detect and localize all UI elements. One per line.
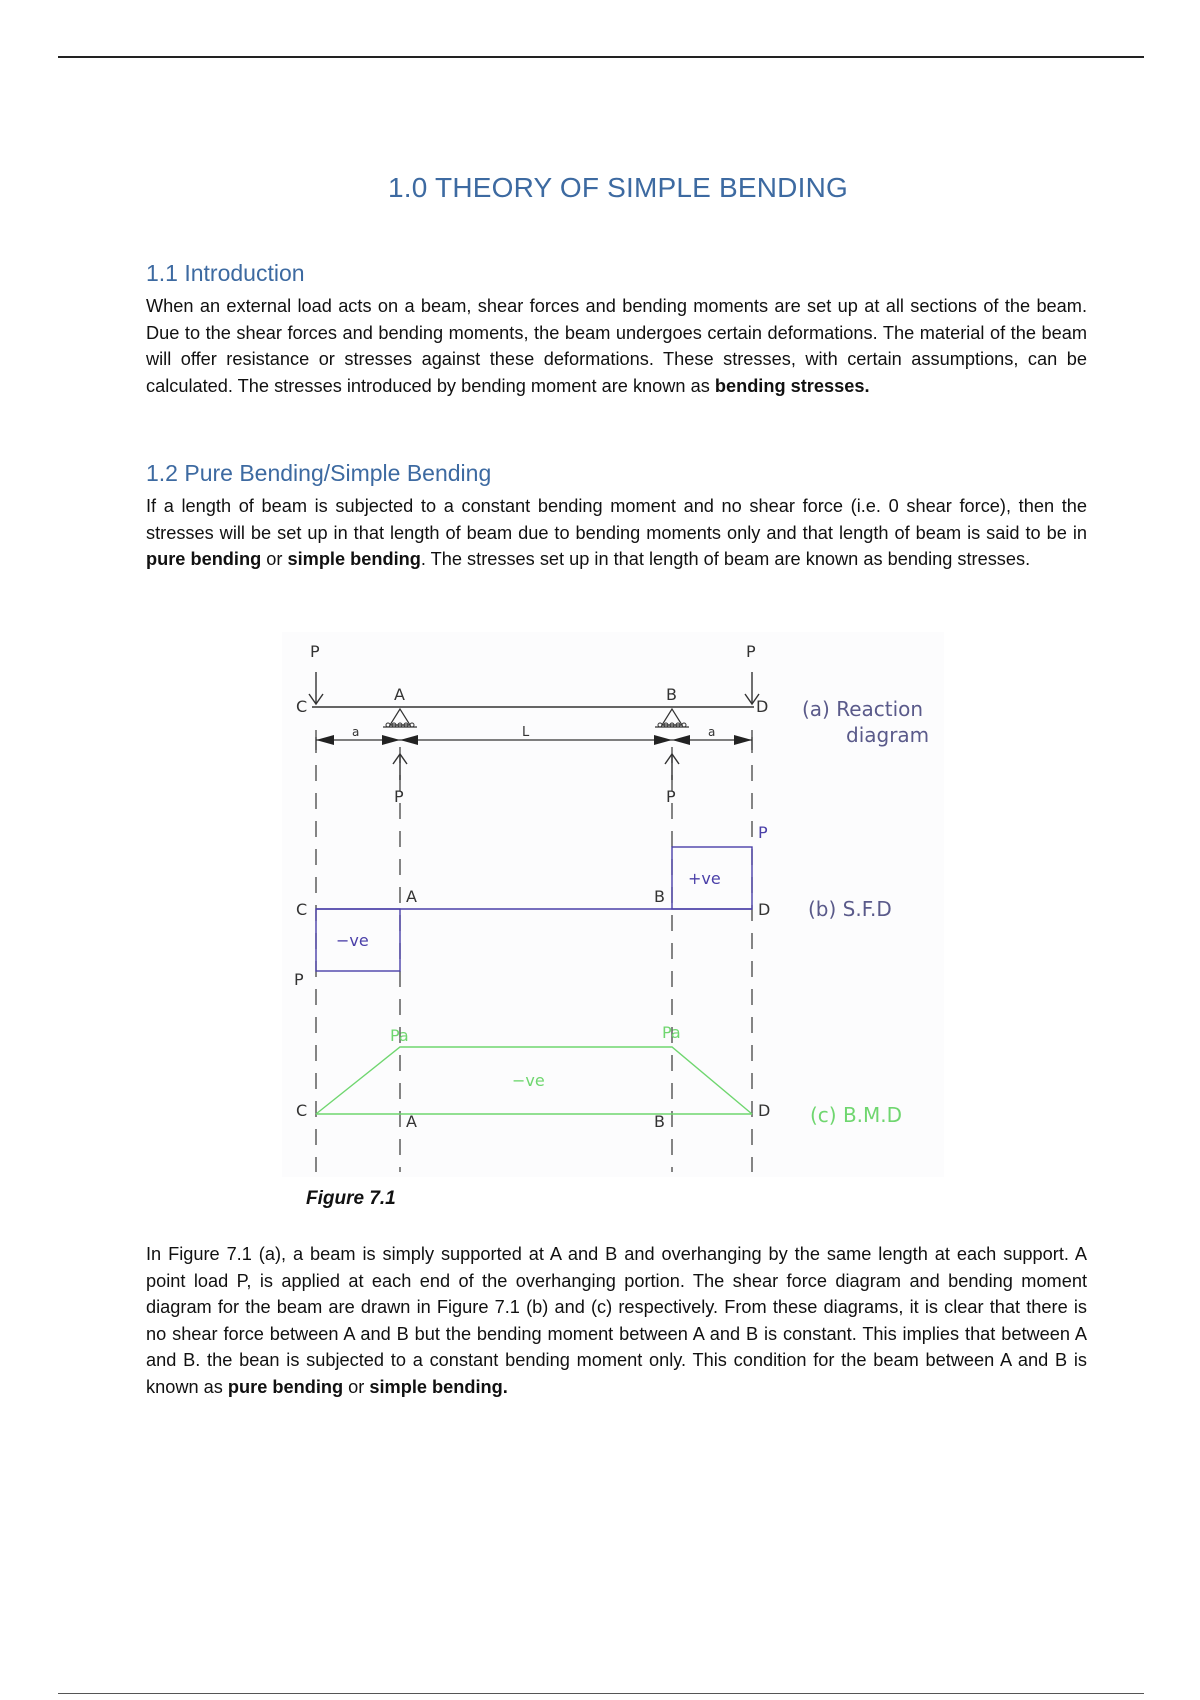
pure-bending-text-1: If a length of beam is subjected to a constant bending moment and no shear force (i.e. 0 shear force), then the stresses will be set up in that length of beam due to bending moments only and that length of beam is said to be in — [146, 496, 1087, 543]
introduction-bold-term: bending stresses. — [714, 375, 870, 396]
simple-bending-term: simple bending — [287, 549, 421, 569]
support-b — [655, 709, 689, 727]
introduction-paragraph — [146, 293, 1087, 399]
closing-paragraph — [146, 1241, 1087, 1400]
figure-caption: Figure 7.1 — [306, 1188, 396, 1209]
sfd-negative-label: −ve — [336, 931, 369, 950]
sfd-load-label-left: P — [294, 970, 304, 989]
load-label-right: P — [746, 642, 756, 661]
pure-bending-term: pure bending — [146, 549, 262, 569]
label-a-sfd: A — [406, 887, 417, 906]
reaction-diagram-label-line-2: diagram — [846, 723, 930, 747]
pure-bending-text-3: . The stresses set up in that length of beam are known as bending stresses. — [420, 549, 1031, 569]
section-heading-introduction: 1.1 Introduction — [146, 260, 305, 286]
load-arrow-left — [309, 672, 323, 704]
page-title: 1.0 THEORY OF SIMPLE BENDING — [388, 172, 848, 203]
pure-bending-text-2: or — [266, 549, 283, 569]
pure-bending-paragraph — [146, 493, 1087, 573]
support-a — [383, 709, 417, 727]
label-d-beam: D — [756, 697, 769, 716]
projection-lines — [316, 737, 752, 1172]
bmd-negative-label: −ve — [512, 1071, 545, 1090]
label-d-bmd: D — [758, 1101, 771, 1120]
bmd-pa-label-right: Pa — [662, 1023, 681, 1042]
label-a-beam: A — [394, 685, 405, 704]
label-d-sfd: D — [758, 900, 771, 919]
reaction-arrow-a — [393, 754, 407, 780]
sfd-title-label: (b) S.F.D — [808, 897, 892, 921]
beam-figure — [282, 632, 944, 1177]
closing-text-2: or — [348, 1376, 365, 1397]
reaction-diagram-label-line-1: (a) Reaction — [802, 697, 924, 721]
dimension-label-a-left: a — [352, 725, 360, 739]
header-rule — [58, 56, 1144, 58]
bmd-pa-label-left: Pa — [390, 1026, 409, 1045]
section-heading-pure-bending: 1.2 Pure Bending/Simple Bending — [146, 460, 492, 486]
introduction-text: When an external load acts on a beam, shear forces and bending moments are set up at all sections of the beam. Due to the shear forces and bending moments, the beam undergoes certain deformations. The material of the beam will offer resistance or stresses against these deformations. These stresses, with certain assumptions, can be calculated. The stresses introduced by bending moment are known as — [146, 296, 1087, 396]
closing-pure-bending-term: pure bending — [227, 1376, 344, 1397]
load-label-left: P — [310, 642, 320, 661]
label-c-beam: C — [296, 697, 308, 716]
sfd-load-label-right: P — [758, 823, 768, 842]
reaction-label-a: P — [394, 787, 404, 806]
reaction-arrow-b — [665, 754, 679, 780]
reaction-label-b: P — [666, 787, 676, 806]
sfd-positive-label: +ve — [688, 869, 721, 888]
bmd-title-label: (c) B.M.D — [810, 1103, 903, 1127]
label-b-bmd: B — [654, 1112, 665, 1131]
label-b-sfd: B — [654, 887, 665, 906]
footer-rule — [58, 1693, 1144, 1694]
dimension-line — [316, 730, 752, 750]
label-c-bmd: C — [296, 1101, 308, 1120]
label-c-sfd: C — [296, 900, 308, 919]
label-b-beam: B — [666, 685, 677, 704]
closing-simple-bending-term: simple bending. — [369, 1376, 508, 1397]
closing-text-1: In Figure 7.1 (a), a beam is simply supported at A and B and overhanging by the same length at each support. A point load P, is applied at each end of the overhanging portion. The shear force diagram and bending moment diagram for the beam are drawn in Figure 7.1 (b) and (c) respectively. From these diagrams, it is clear that there is no shear force between A and B but the bending moment between A and B is constant. This implies that between A and B. the bean is subjected to a constant bending moment only. This condition for the beam between A and B is known as — [146, 1244, 1087, 1397]
dimension-label-a-right: a — [708, 725, 716, 739]
label-a-bmd: A — [406, 1112, 417, 1131]
dimension-label-l: L — [522, 725, 530, 740]
beam-diagram — [282, 632, 944, 1177]
